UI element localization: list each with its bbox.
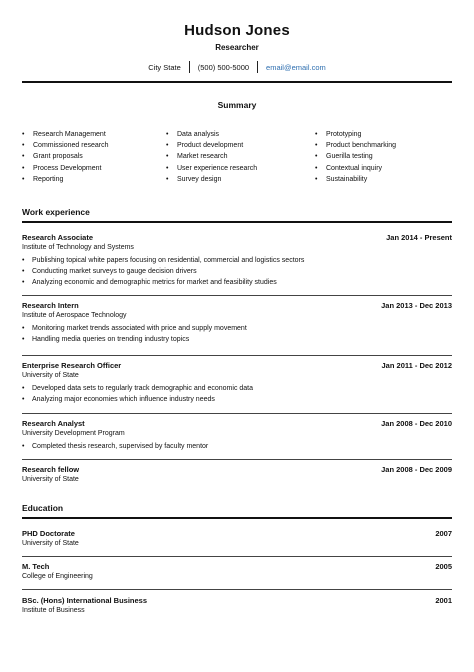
job-entry bbox=[22, 301, 452, 346]
job-bullet: • Developed data sets to regularly track demographic and economic data bbox=[22, 384, 452, 395]
skills-column-3 bbox=[315, 129, 396, 185]
degree-year: 2007 bbox=[435, 529, 452, 538]
job-title: Research Intern bbox=[22, 301, 79, 310]
job-entry bbox=[22, 419, 452, 453]
job-bullet: • Publishing topical white papers focusing on residential, commercial and logistics sectors bbox=[22, 256, 452, 267]
job-divider bbox=[22, 413, 452, 414]
degree-name: PHD Doctorate bbox=[22, 529, 75, 538]
job-dates: Jan 2008 - Dec 2009 bbox=[381, 465, 452, 474]
contact-line bbox=[0, 61, 474, 73]
school-name: College of Engineering bbox=[22, 573, 93, 580]
skill-item: • Market research bbox=[166, 151, 257, 162]
job-entry bbox=[22, 465, 452, 483]
job-entry bbox=[22, 361, 452, 406]
job-title: Research fellow bbox=[22, 465, 80, 474]
degree-year: 2001 bbox=[435, 596, 452, 605]
summary-heading: Summary bbox=[217, 100, 257, 110]
skill-item: • Process Development bbox=[22, 163, 108, 174]
skill-item: • Guerilla testing bbox=[315, 151, 396, 162]
job-dates: Jan 2014 - Present bbox=[386, 233, 452, 242]
job-bullet: • Monitoring market trends associated with price and supply movement bbox=[22, 324, 452, 335]
candidate-name: Hudson Jones bbox=[184, 22, 290, 39]
skill-item: • Survey design bbox=[166, 174, 257, 185]
skill-item: • Product development bbox=[166, 140, 257, 151]
job-divider bbox=[22, 295, 452, 296]
degree-year: 2005 bbox=[435, 562, 452, 571]
job-organization: University Development Program bbox=[22, 430, 125, 437]
job-title: Research Analyst bbox=[22, 419, 85, 428]
job-dates: Jan 2011 - Dec 2012 bbox=[381, 361, 452, 370]
job-title: Enterprise Research Officer bbox=[22, 361, 122, 370]
phone-text: (500) 500-5000 bbox=[197, 62, 250, 72]
education-entry bbox=[22, 596, 452, 614]
job-entry bbox=[22, 233, 452, 288]
education-divider bbox=[22, 517, 452, 519]
skill-item: • Grant proposals bbox=[22, 151, 108, 162]
education-entry bbox=[22, 529, 452, 547]
job-title: Research Associate bbox=[22, 233, 94, 242]
experience-heading: Work experience bbox=[22, 207, 90, 217]
skill-item: • Commissioned research bbox=[22, 140, 108, 151]
skill-item: • Sustainability bbox=[315, 174, 396, 185]
job-divider bbox=[22, 459, 452, 460]
job-divider bbox=[22, 355, 452, 356]
job-organization: University of State bbox=[22, 476, 79, 483]
job-bullet: • Conducting market surveys to gauge decision drivers bbox=[22, 267, 452, 278]
experience-divider bbox=[22, 221, 452, 223]
skill-item: • Contextual inquiry bbox=[315, 163, 396, 174]
skill-item: • Product benchmarking bbox=[315, 140, 396, 151]
job-bullet: • Handling media queries on trending industry topics bbox=[22, 335, 452, 346]
skills-column-2 bbox=[166, 129, 257, 185]
job-bullet: • Analyzing major economies which influence industry needs bbox=[22, 395, 452, 406]
candidate-title: Researcher bbox=[215, 43, 259, 52]
school-name: University of State bbox=[22, 540, 79, 547]
job-bullet: • Completed thesis research, supervised by faculty mentor bbox=[22, 442, 452, 453]
skills-column-1 bbox=[22, 129, 108, 185]
skill-item: • Prototyping bbox=[315, 129, 396, 140]
job-dates: Jan 2008 - Dec 2010 bbox=[381, 419, 452, 428]
education-entry bbox=[22, 562, 452, 580]
location-text: City State bbox=[148, 62, 181, 72]
education-heading: Education bbox=[22, 503, 64, 513]
school-name: Institute of Business bbox=[22, 607, 85, 614]
job-organization: University of State bbox=[22, 372, 79, 379]
skill-item: • Data analysis bbox=[166, 129, 257, 140]
header-divider bbox=[22, 81, 452, 83]
education-divider-thin bbox=[22, 589, 452, 590]
job-bullet: • Analyzing economic and demographic metrics for market and feasibility studies bbox=[22, 278, 452, 289]
skill-item: • User experience research bbox=[166, 163, 257, 174]
skill-item: • Reporting bbox=[22, 174, 108, 185]
degree-name: BSc. (Hons) International Business bbox=[22, 596, 148, 605]
skill-item: • Research Management bbox=[22, 129, 108, 140]
email-link[interactable]: email@email.com bbox=[266, 62, 326, 72]
degree-name: M. Tech bbox=[22, 562, 50, 571]
education-divider-thin bbox=[22, 556, 452, 557]
job-organization: Institute of Technology and Systems bbox=[22, 244, 134, 251]
job-organization: Institute of Aerospace Technology bbox=[22, 312, 127, 319]
job-dates: Jan 2013 - Dec 2013 bbox=[381, 301, 452, 310]
